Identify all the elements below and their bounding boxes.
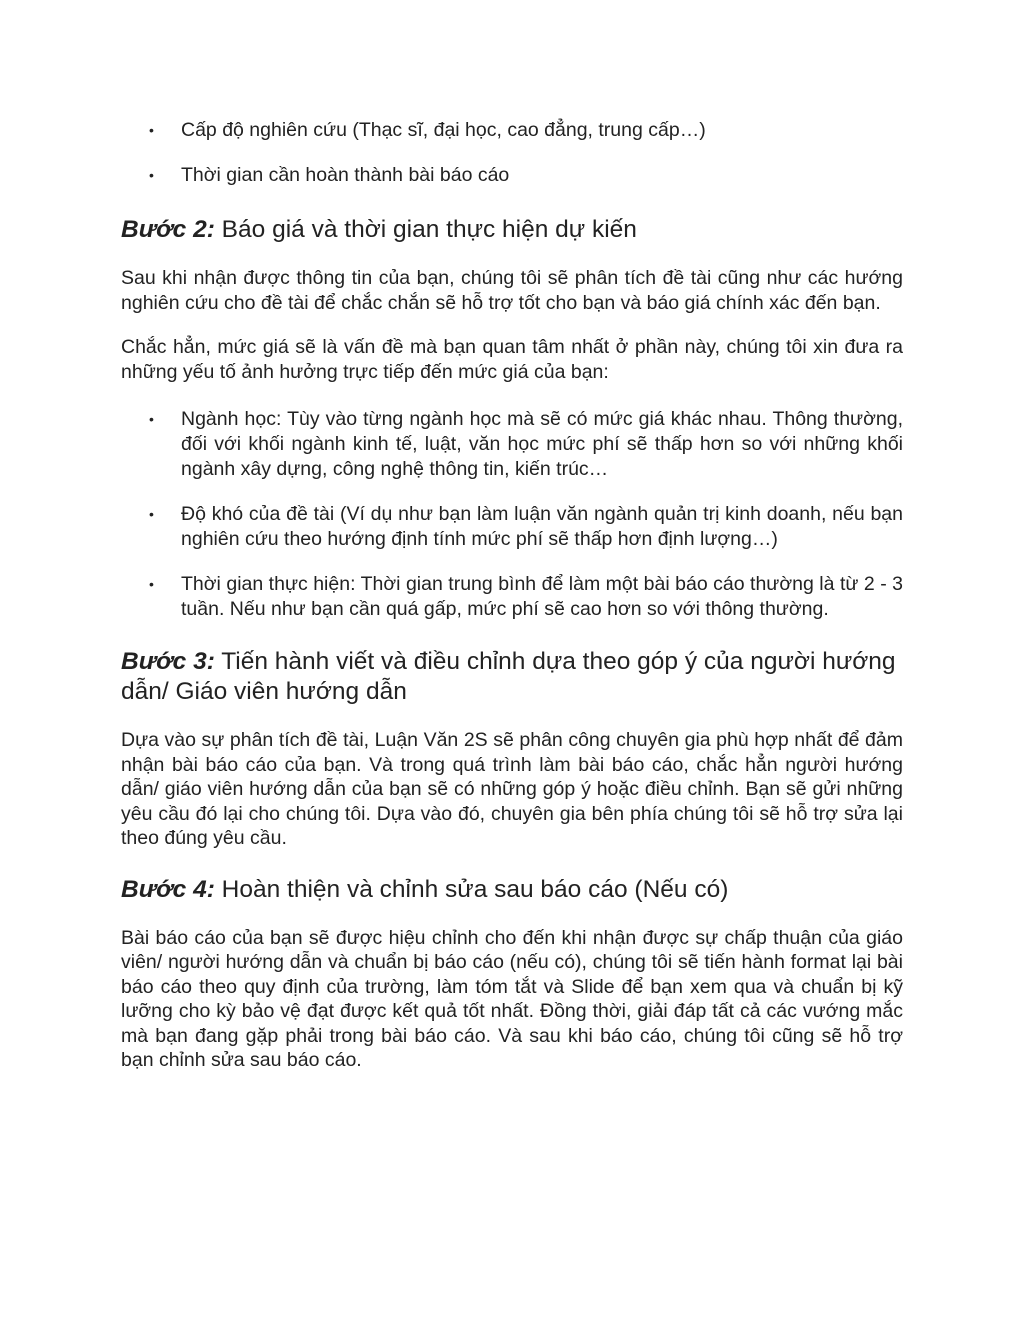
list-item-text: Thời gian thực hiện: Thời gian trung bình để làm một bài báo cáo thường là từ 2 - 3 tuần. Nếu như bạn cần quá gấp, mức phí sẽ cao hơn so với thông thường. (181, 573, 903, 620)
step4-paragraph: Bài báo cáo của bạn sẽ được hiệu chỉnh cho đến khi nhận được sự chấp thuận của giáo viên/ người hướng dẫn và chuẩn bị báo cáo (nếu có), chúng tôi sẽ tiến hành format lại bài báo cáo theo quy định của trường, làm tóm tắt và Slide để bạn xem qua và chuẩn bị kỹ lưỡng cho kỳ bảo vệ đạt được kết quả tốt nhất. Đồng thời, giải đáp tất cả các vướng mắc mà bạn đang gặp phải trong bài báo cáo. Và sau khi báo cáo, chúng tôi cũng sẽ hỗ trợ bạn chỉnh sửa sau báo cáo. (121, 926, 903, 1071)
list-item (121, 502, 903, 552)
step2-paragraph-2: Chắc hẳn, mức giá sẽ là vấn đề mà bạn quan tâm nhất ở phần này, chúng tôi xin đưa ra những yếu tố ảnh hưởng trực tiếp đến mức giá của bạn: (121, 336, 903, 383)
list-item-text: Thời gian cần hoàn thành bài báo cáo (181, 164, 510, 186)
step2-label: Bước 2: (121, 216, 215, 243)
bullet-icon: • (149, 167, 154, 183)
list-item-text: Độ khó của đề tài (Ví dụ như bạn làm luận văn ngành quản trị kinh doanh, nếu bạn nghiên cứu theo hướng định tính mức phí sẽ thấp hơn định lượng…) (181, 503, 903, 550)
step2-paragraph-1: Sau khi nhận được thông tin của bạn, chúng tôi sẽ phân tích đề tài cũng như các hướng nghiên cứu cho đề tài để chắc chắn sẽ hỗ trợ tốt cho bạn và báo giá chính xác đến bạn. (121, 267, 903, 314)
step3-title: Tiến hành viết và điều chỉnh dựa theo góp ý của người hướng dẫn/ Giáo viên hướng dẫn (121, 648, 896, 705)
step3-paragraph: Dựa vào sự phân tích đề tài, Luận Văn 2S sẽ phân công chuyên gia phù hợp nhất để đảm nhận bài báo cáo của bạn. Và trong quá trình làm bài báo cáo, chắc hẳn người hướng dẫn/ giáo viên hướng dẫn của bạn sẽ có những góp ý hoặc điều chỉnh. Bạn sẽ gửi những yêu cầu đó lại cho chúng tôi. Dựa vào đó, chuyên gia bên phía chúng tôi sẽ hỗ trợ sửa lại theo đúng yêu cầu. (121, 729, 903, 849)
bullet-icon: • (149, 122, 154, 138)
list-item (121, 163, 903, 188)
step3-heading (121, 647, 903, 707)
step2-heading (121, 215, 903, 245)
bullet-icon: • (149, 576, 154, 592)
step2-title: Báo giá và thời gian thực hiện dự kiến (221, 216, 637, 243)
requirements-list (121, 118, 903, 188)
bullet-icon: • (149, 411, 154, 427)
step4-heading (121, 875, 903, 905)
bullet-icon: • (149, 506, 154, 522)
price-factors-list (121, 407, 903, 622)
step4-title: Hoàn thiện và chỉnh sửa sau báo cáo (Nếu có) (221, 875, 729, 903)
list-item (121, 572, 903, 622)
list-item-text: Ngành học: Tùy vào từng ngành học mà sẽ có mức giá khác nhau. Thông thường, đối với khối ngành kinh tế, luật, văn học mức phí sẽ thấp hơn so với những khối ngành xây dựng, công nghệ thông tin, kiến trúc… (181, 408, 903, 480)
step4-label: Bước 4: (121, 875, 215, 903)
step3-label: Bước 3: (121, 648, 215, 675)
list-item-text: Cấp độ nghiên cứu (Thạc sĩ, đại học, cao đẳng, trung cấp…) (181, 119, 706, 141)
list-item (121, 118, 903, 143)
list-item (121, 407, 903, 482)
document-content (121, 118, 903, 1073)
